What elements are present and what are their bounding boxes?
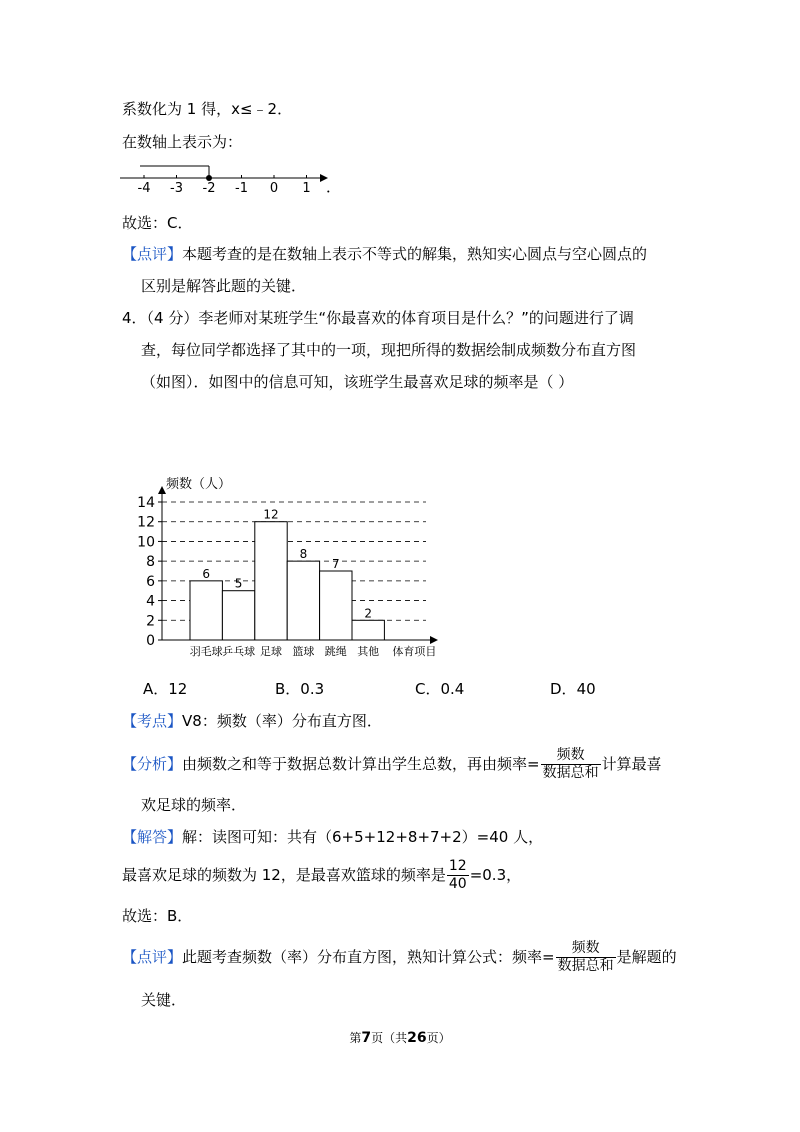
question-line: （如图）．如图中的信息可知，该班学生最喜欢足球的频率是（ ） [141,373,574,391]
y-tick-label: 2 [146,613,155,630]
fenxi-tag: 【分析】 [122,755,183,773]
page-footer: 第7页（共26页） [349,1030,451,1046]
category-label: 乒乓球 [222,645,256,658]
fenxi-text: 计算最喜 [601,755,662,773]
y-tick-label: 6 [146,573,155,590]
x-axis-arrow [430,636,438,644]
number-line-label: -4 [137,181,151,196]
number-line-label: 1 [302,181,311,196]
dianping2-tag: 【点评】 [122,948,183,966]
number-line-period: ． [326,178,342,196]
data-label: 2 [364,606,373,621]
bar [320,571,352,640]
category-label: 羽毛球 [189,645,223,658]
kaodian-text: V8：频数（率）分布直方图． [182,712,382,730]
number-line-label: 0 [269,181,279,196]
answer-line: 故选：B． [122,907,193,925]
y-tick-label: 12 [137,514,155,531]
question-line: 4．（4 分）李老师对某班学生“你最喜欢的体育项目是什么？”的问题进行了调 [122,309,634,327]
jieda-line-2: 最喜欢足球的频数为 12，是最喜欢篮球的频率是 $\frac{12}{40}$ =0.3， [122,858,522,892]
y-tick-label: 14 [137,495,155,511]
category-label: 跳绳 [324,645,347,658]
category-label: 其他 [357,645,380,658]
text-line: 在数轴上表示为： [122,133,243,151]
text-line: 欢足球的频率． [141,796,247,814]
jieda-text: 解：读图可知：共有（6+5+12+8+7+2）=40 人， [182,828,544,846]
data-label: 8 [299,547,308,562]
bar [222,591,254,640]
comment-text: 本题考查的是在数轴上表示不等式的解集，熟知实心圆点与空心圆点的 [182,245,648,263]
y-axis-label: 频数（人） [166,477,232,492]
question-line: 查，每位同学都选择了其中的一项，现把所得的数据绘制成频数分布直方图 [141,341,637,359]
x-axis-label: 体育项目 [392,645,437,658]
dianping2-line: 【点评】此题考查频数（率）分布直方图，熟知计算公式：频率= $\frac{\text{频数}}{\text{数据总和}}$ 是解题的 [122,940,677,974]
y-tick-label: 10 [137,534,155,551]
bar [287,561,319,640]
data-label: 7 [331,557,340,571]
text-line: 系数化为 1 得，x≤﹣2． [122,100,293,118]
text-line: 关键． [141,991,187,1009]
option-c[interactable]: C．0.4 [415,680,465,698]
option-d[interactable]: D．40 [550,680,596,698]
data-label: 6 [202,566,211,581]
option-b[interactable]: B．0.3 [275,680,325,698]
bar [190,581,222,640]
fraction: $\frac{\text{频数}}{\text{数据总和}}$ [542,747,599,781]
y-axis-arrow [158,486,166,494]
fraction: $\frac{\text{频数}}{\text{数据总和}}$ [557,940,614,974]
category-label: 足球 [260,645,282,658]
comment-line [122,244,647,264]
data-label: 12 [263,507,279,522]
category-label: 篮球 [292,645,315,658]
number-line-label: -1 [235,181,248,196]
number-line-label: -3 [170,181,183,196]
fenxi-text: 由频数之和等于数据总数计算出学生总数，再由频率= [182,755,540,773]
kaodian-line [122,711,382,731]
text-line: 区别是解答此题的关键． [141,277,307,295]
jieda-line [122,827,543,847]
fraction: $\frac{12}{40}$ [448,858,467,892]
fenxi-line [122,745,662,783]
answer-line: 故选：C． [122,214,193,232]
data-label: 5 [234,576,243,591]
bar [255,522,287,640]
histogram-chart [130,470,460,665]
number-line-label: -2 [202,181,216,196]
comment-tag: 【点评】 [122,245,183,263]
kaodian-tag: 【考点】 [122,712,183,730]
y-tick-label: 0 [146,633,155,649]
jieda-tag: 【解答】 [122,828,183,846]
y-tick-label: 8 [146,554,155,571]
bar [352,620,384,640]
y-tick-label: 4 [146,593,155,610]
number-line [110,156,350,196]
option-a[interactable]: A．12 [143,680,188,698]
